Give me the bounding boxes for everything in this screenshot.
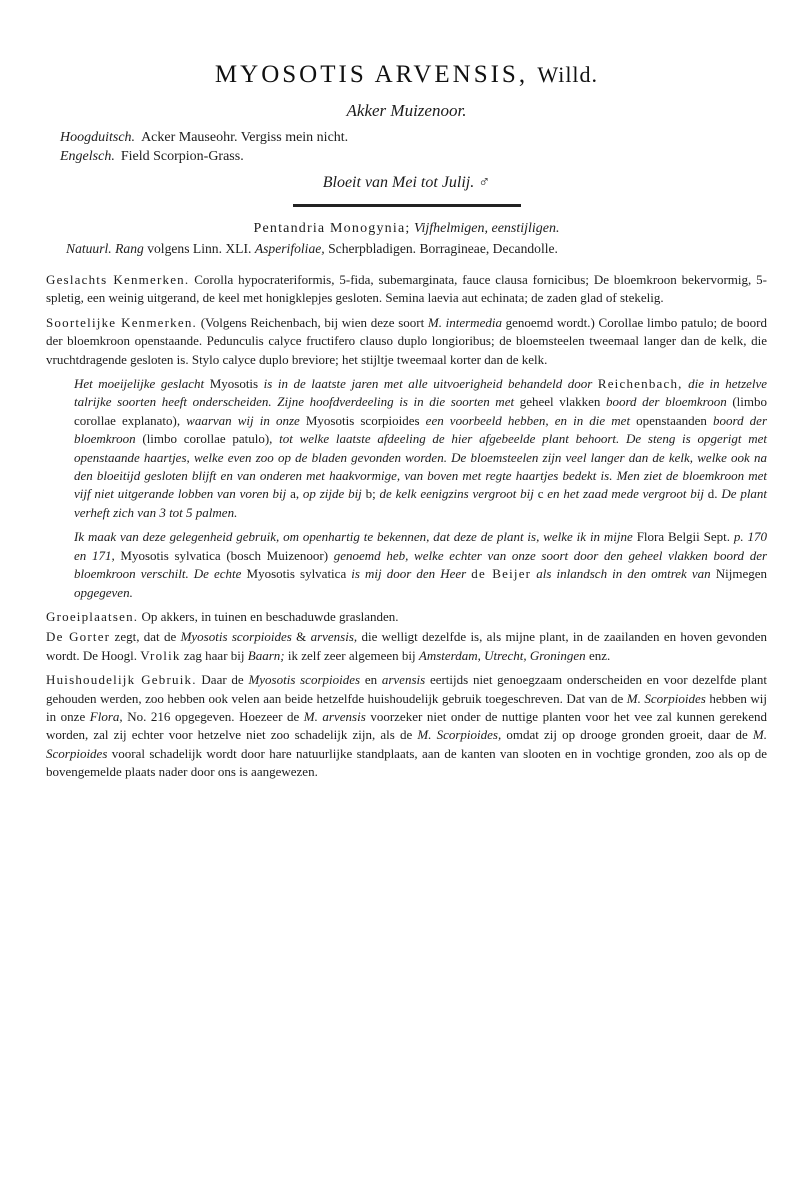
text-run: Ik maak van deze gelegenheid gebruik, om openhartig te bekennen, dat deze de plant is, welke ik in mijne bbox=[74, 529, 633, 545]
text-run: geheel vlakken bbox=[519, 394, 601, 410]
text-run: (limbo corollae explanato), bbox=[74, 394, 767, 428]
text-run: de Beijer bbox=[471, 566, 532, 582]
text-run: enz. bbox=[588, 647, 611, 663]
text-run: (limbo corollae patulo), bbox=[142, 431, 273, 447]
classification-line-1 bbox=[46, 219, 767, 239]
foreign-names bbox=[60, 128, 767, 166]
text-run: die in hetzelve talrijke soorten heeft onderscheiden. Zijne hoofdverdeeling is in die soorten met bbox=[74, 376, 768, 410]
text-run: omdat zij op drooge gronden groeit, daar de bbox=[506, 727, 748, 743]
text-run: (Volgens Reichenbach, bij wien deze soort bbox=[200, 314, 425, 330]
text-run: Myosotis scorpioides bbox=[180, 629, 292, 645]
text-run: & bbox=[296, 629, 307, 645]
text-run: volgens Linn. XLI. bbox=[147, 241, 252, 256]
text-run: hebben wij in onze bbox=[46, 690, 768, 724]
text-run: Pentandria Monogynia; bbox=[253, 221, 411, 236]
text-run: Vrolik bbox=[140, 647, 181, 663]
text-run: Daar de bbox=[201, 672, 244, 688]
text-run: Baarn; bbox=[247, 647, 285, 663]
text-run: Myosotis scorpioides bbox=[305, 412, 420, 428]
genus-characters bbox=[46, 271, 767, 308]
text-run: voorzeker niet onder de nuttige planten voor het vee zal kunnen gerekend worden, zal zij echter voor hetzelve niet zoo schadelijk zijn, als de bbox=[46, 708, 768, 743]
text-run: a, bbox=[290, 486, 300, 502]
text-run: waarvan wij in onze bbox=[186, 412, 300, 428]
text-run: en het zaad mede vergroot bij bbox=[547, 486, 704, 502]
text-run: No. 216 opgegeven. Hoezeer de bbox=[127, 708, 300, 724]
language-label: Hoogduitsch. bbox=[60, 130, 136, 145]
classification-line-2 bbox=[66, 239, 767, 259]
text-run: Myosotis scorpioides bbox=[248, 672, 361, 688]
note-reichenbach bbox=[74, 375, 767, 522]
text-run: vooral schadelijk wordt door hare natuurlijke standplaats, aan de kanten van slooten en in vochtige gronden, zoo als op de bovengemelde plaats nader door ons is aangewezen. bbox=[46, 745, 767, 780]
text-run: ik zelf zeer algemeen bij bbox=[287, 647, 416, 663]
economic-use-section bbox=[46, 671, 767, 781]
english-name-line bbox=[60, 147, 767, 166]
section-label: Groeiplaatsen. bbox=[46, 608, 139, 624]
text-run: openstaanden bbox=[636, 412, 707, 428]
text-run: genoemd wordt.) Corollae limbo patulo; de boord der bloemkroon openstaande. Pedunculis calyce fructifero clauso duplo longioribus; de bloemsteelen tweemaal langer dan de kelk, die vruchtdragende gesloten is. Stylo calyce duplo breviore; het stijltje tweemaal korter dan de kelk. bbox=[46, 314, 768, 367]
text-run: Nijmegen bbox=[715, 566, 767, 582]
text-run: arvensis, bbox=[310, 629, 358, 645]
text-run: die welligt dezelfde is, als mijne plant, in de zaailanden en hoven gevonden wordt. De Hoogl. bbox=[46, 629, 768, 663]
species-characters bbox=[46, 314, 767, 369]
text-run: M. arvensis bbox=[303, 708, 366, 724]
text-run: De plant verheft zich van 3 tot 5 palmen. bbox=[74, 486, 768, 520]
text-run: Asperifoliae, bbox=[254, 241, 325, 256]
text-run: arvensis bbox=[381, 672, 426, 688]
text-run: boord der bloemkroon bbox=[605, 394, 727, 410]
text-run: en bbox=[364, 672, 378, 688]
text-run: op zijde bij bbox=[302, 486, 362, 502]
text-run: Amsterdam, Utrecht, Groningen bbox=[418, 647, 586, 663]
text-run: M. intermedia bbox=[427, 314, 502, 330]
english-name: Field Scorpion-Grass. bbox=[120, 149, 244, 164]
text-run: d. bbox=[707, 486, 718, 502]
text-run: De Gorter bbox=[46, 629, 111, 645]
text-run: de kelk eenigzins vergroot bij bbox=[379, 486, 534, 502]
text-run: M. Scorpioides bbox=[626, 690, 706, 706]
text-run: zegt, dat de bbox=[114, 629, 177, 645]
flowering-period: Bloeit van Mei tot Julij. ♂ bbox=[322, 174, 491, 191]
species-name: MYOSOTIS ARVENSIS, bbox=[214, 61, 529, 88]
gorter-paragraph bbox=[46, 628, 767, 665]
page-title bbox=[46, 60, 767, 90]
text-run: Reichenbach, bbox=[597, 376, 683, 392]
text-run: M. Scorpioides bbox=[46, 727, 767, 761]
habitat-section bbox=[46, 608, 767, 626]
text-run: M. Scorpioides, bbox=[417, 727, 502, 743]
text-run: is in de laatste jaren met alle uitvoerigheid behandeld door bbox=[263, 376, 593, 392]
text-run: Vijfhelmigen, eenstijligen. bbox=[413, 221, 560, 236]
text-run: tot welke laatste afdeeling de hier afgebeelde plant behoort. De steng is opgerigt met openstaande haartjes, welke even zoo op de bladen gevonden worden. De bloemsteelen zijn veel langer dan de kelk, welke ook na den bloeitijd gesloten blijft en van onderen met haakvormige, van boven met regte haartjes bedekt is. Men ziet de bloemkroon met vijf niet uitgerande lobben van voren bij bbox=[74, 431, 767, 502]
german-name-line bbox=[60, 128, 767, 147]
text-run: als inlandsch in den omtrek van bbox=[536, 566, 711, 582]
text-run: Scherpbladigen. Borragineae, Decandolle. bbox=[328, 241, 558, 256]
divider-rule bbox=[293, 204, 521, 207]
language-label: Engelsch. bbox=[60, 149, 115, 164]
text-run: Op akkers, in tuinen en beschaduwde graslanden. bbox=[141, 608, 399, 624]
text-run: is mij door den Heer bbox=[351, 566, 467, 582]
text-run: Flora Belgii Sept. bbox=[636, 529, 731, 545]
text-run: Myosotis sylvatica (bosch Muizenoor) bbox=[120, 547, 329, 563]
section-label: Huishoudelijk Gebruik. bbox=[46, 672, 197, 688]
text-run: zag haar bij bbox=[183, 647, 245, 663]
text-run: Myosotis bbox=[209, 376, 259, 392]
text-run: genoemd heb, welke echter van onze soort door den geheel vlakken boord der bloemkroon verschilt. De echte bbox=[74, 547, 768, 582]
german-name: Acker Mauseohr. Vergiss mein nicht. bbox=[141, 130, 349, 145]
text-run: een voorbeeld hebben, en in die met bbox=[425, 412, 631, 428]
text-run: boord der bloemkroon bbox=[74, 412, 768, 447]
text-run: opgegeven. bbox=[74, 584, 133, 600]
author-abbrev: Willd. bbox=[537, 62, 599, 87]
text-run: c bbox=[537, 486, 544, 502]
text-run: Natuurl. Rang bbox=[66, 241, 144, 256]
text-run: b; bbox=[365, 486, 376, 502]
text-run: Myosotis sylvatica bbox=[246, 566, 347, 582]
dutch-common-name: Akker Muizenoor. bbox=[346, 101, 467, 120]
text-run: Het moeijelijke geslacht bbox=[74, 376, 205, 392]
text-run: Flora, bbox=[89, 708, 123, 724]
text-run: Corolla hypocrateriformis, 5-fida, subemarginata, fauce clausa fornicibus; De bloemkroon bekervormig, 5-spletig, een weinig uitgerand, de keel met honigklepjes gesloten. Semina laevia aut echinata; de zaden glad of stekelig. bbox=[46, 272, 767, 306]
text-run: eertijds niet genoegzaam onderscheiden en voor dezelfde plant gehouden werden, zoo hebben ook velen aan beide hetzelfde huishoudelijk gebruik toegeschreven. Dat van de bbox=[46, 672, 768, 706]
note-flora-belgii bbox=[74, 528, 767, 602]
section-label: Soortelijke Kenmerken. bbox=[46, 314, 198, 330]
text-run: p. 170 en 171, bbox=[74, 529, 768, 563]
section-label: Geslachts Kenmerken. bbox=[46, 272, 190, 287]
